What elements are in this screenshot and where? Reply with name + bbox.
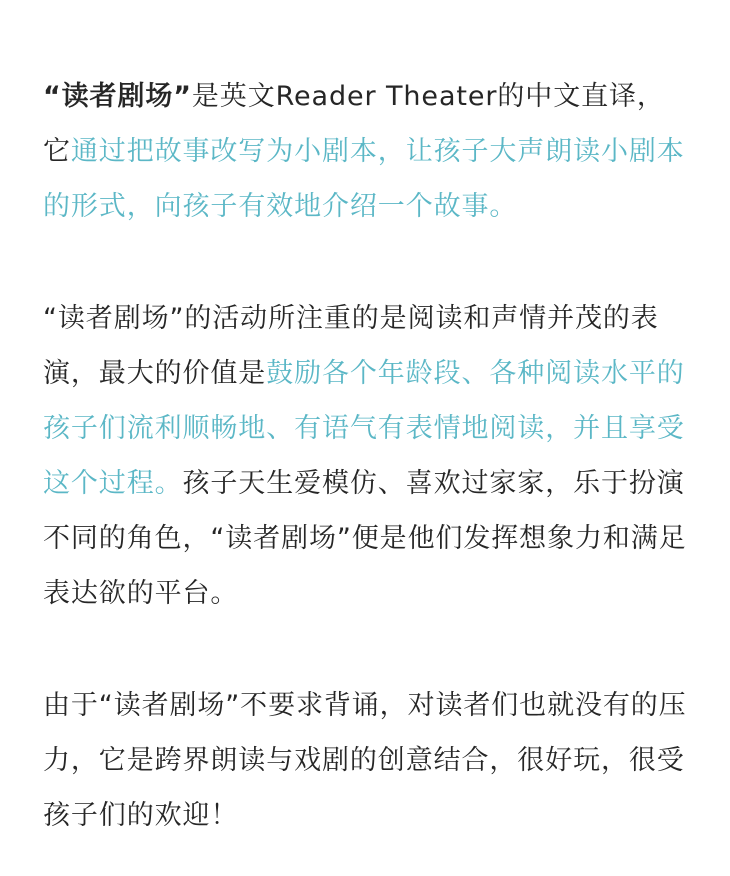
text-segment: 是英文Reader Theater的中文直译，它 <box>43 81 665 167</box>
highlighted-text: 通过把故事改写为小剧本，让孩子大声朗读小剧本的形式，向孩子有效地介绍一个故事。 <box>43 136 685 222</box>
text-segment: 由于“读者剧场”不要求背诵，对读者们也就没有的压力，它是跨界朗读与戏剧的创意结合，很好玩，很受孩子们的欢迎！ <box>43 690 687 831</box>
text-segment: “读者剧场”的活动所注重的是阅读和声情并茂的表演，最大的价值是 <box>43 303 659 389</box>
paragraph-fun <box>43 678 690 843</box>
term-reader-theater: “读者剧场” <box>43 81 192 112</box>
paragraph-value <box>43 291 690 621</box>
paragraph-intro <box>43 69 690 234</box>
text-segment: 孩子天生爱模仿、喜欢过家家，乐于扮演不同的角色，“读者剧场”便是他们发挥想象力和满足表达欲的平台。 <box>43 468 687 609</box>
highlighted-text: 鼓励各个年龄段、各种阅读水平的孩子们流利顺畅地、有语气有表情地阅读，并且享受这个过程。 <box>43 358 685 499</box>
